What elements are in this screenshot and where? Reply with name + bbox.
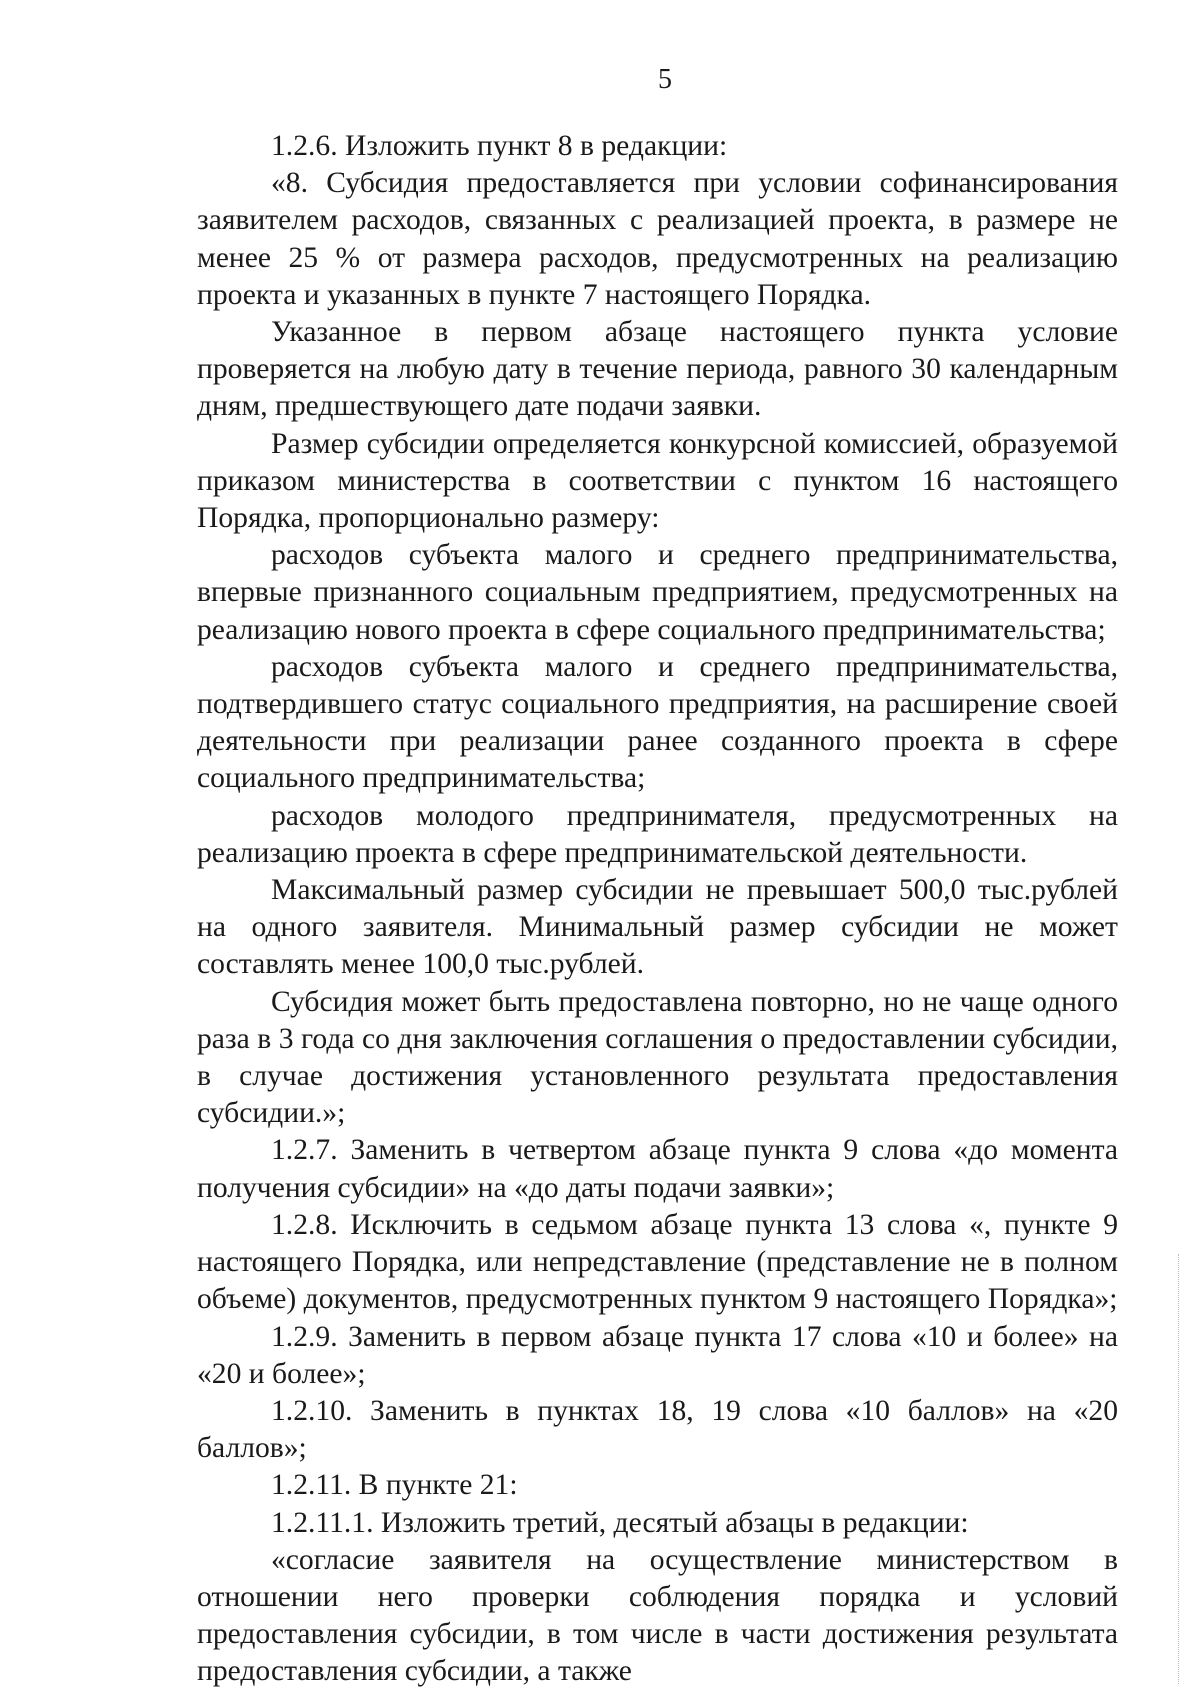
paragraph-point-8: «8. Субсидия предоставляется при условии софинансирования заявителем расходов, связанных с реализацией проекта, в размере не менее 25 % от размера расходов, предусмотренных на реализацию проекта и указанных в пункте 7 настоящего Порядка. <box>197 167 1118 311</box>
paragraph-condition-check: Указанное в первом абзаце настоящего пункта условие проверяется на любую дату в течение периода, равного 30 календарным дням, предшествующего дате подачи заявки. <box>197 316 1118 423</box>
paragraph-applicant-consent: «согласие заявителя на осуществление министерством в отношении него проверки соблюдения порядка и условий предоставления субсидии, в том числе в части достижения результата предоставления субсидии, а также <box>197 1543 1118 1688</box>
paragraph-1-2-11-1: 1.2.11.1. Изложить третий, десятый абзацы в редакции: <box>271 1506 969 1539</box>
paragraph-1-2-9: 1.2.9. Заменить в первом абзаце пункта 17 слова «10 и более» на «20 и более»; <box>197 1320 1118 1390</box>
paragraph-1-2-6: 1.2.6. Изложить пункт 8 в редакции: <box>271 130 728 162</box>
paragraph-1-2-7: 1.2.7. Заменить в четвертом абзаце пункта 9 слова «до момента получения субсидии» на «до даты подачи заявки»; <box>197 1134 1118 1204</box>
paragraph-1-2-10: 1.2.10. Заменить в пунктах 18, 19 слова «10 баллов» на «20 баллов»; <box>197 1394 1118 1465</box>
paragraph-1-2-11: 1.2.11. В пункте 21: <box>271 1469 518 1502</box>
paragraph-expenses-new-project: расходов субъекта малого и среднего предпринимательства, впервые признанного социальным предприятием, предусмотренных на реализацию нового проекта в сфере социального предпринимательства; <box>197 539 1118 646</box>
page-number: 5 <box>658 64 672 95</box>
paragraph-repeat-subsidy: Субсидия может быть предоставлена повторно, но не чаще одного раза в 3 года со дня заключения соглашения о предоставлении субсидии, в случае достижения установленного результата предоставления субсидии.»; <box>197 985 1118 1130</box>
paragraph-max-min-subsidy: Максимальный размер субсидии не превышает 500,0 тыс.рублей на одного заявителя. Минимальный размер субсидии не может составлять менее 100,0 тыс.рублей. <box>197 874 1118 981</box>
paragraph-subsidy-amount: Размер субсидии определяется конкурсной комиссией, образуемой приказом министерства в соответствии с пунктом 16 настоящего Порядка, пропорционально размеру: <box>197 427 1118 535</box>
paragraph-expenses-expansion: расходов субъекта малого и среднего предпринимательства, подтвердившего статус социального предприятия, на расширение своей деятельности при реализации ранее созданного проекта в сфере социального предпринимательства; <box>197 650 1118 795</box>
document-body <box>197 128 1118 1691</box>
paragraph-expenses-young-entrepreneur: расходов молодого предпринимателя, предусмотренных на реализацию проекта в сфере предпринимательской деятельности. <box>197 799 1118 869</box>
scan-edge-mark <box>1178 1254 1180 1684</box>
paragraph-1-2-8: 1.2.8. Исключить в седьмом абзаце пункта 13 слова «, пункте 9 настоящего Порядка, или непредставление (представление не в полном объеме) документов, предусмотренных пунктом 9 настоящего Порядка»; <box>197 1208 1118 1316</box>
